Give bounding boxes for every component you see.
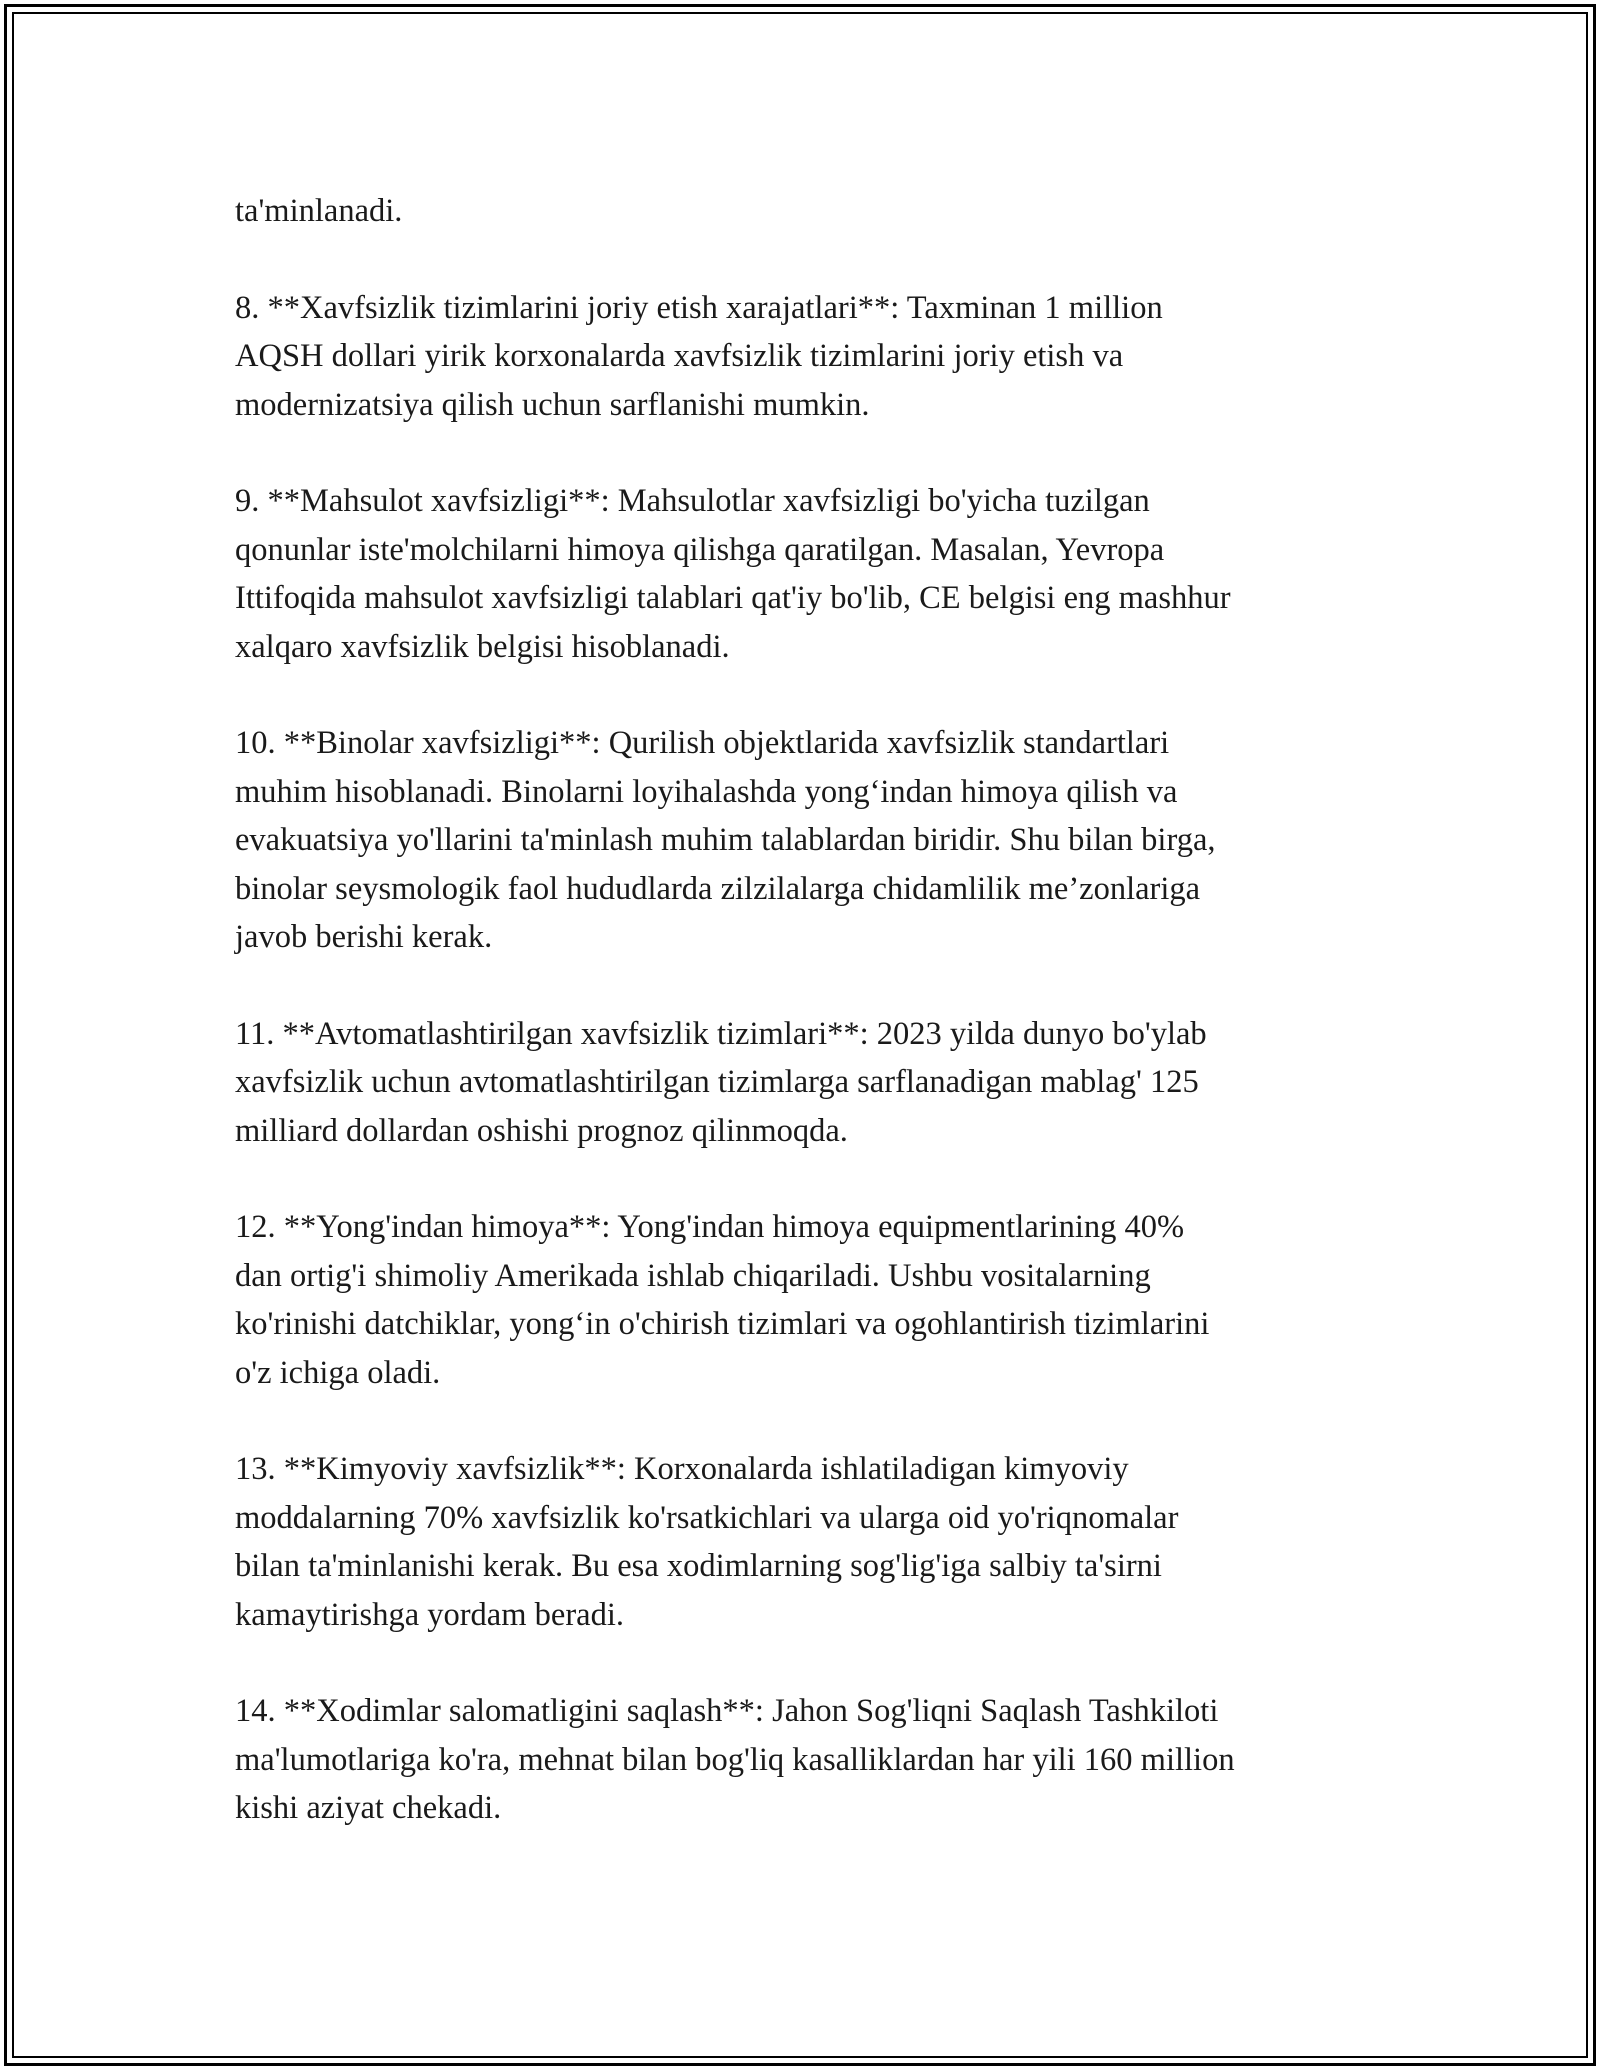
- paragraph-item-13: 13. **Kimyoviy xavfsizlik**: Korxonalarda ishlatiladigan kimyoviy moddalarning 70% xavfsizlik ko'rsatkichlari va ularga oid yo'riqnomalar bilan ta'minlanishi kerak. Bu esa xodimlarning sog'lig'iga salbiy ta'sirni kamaytirishga yordam beradi.: [235, 1451, 1179, 1633]
- paragraph-item-14: 14. **Xodimlar salomatligini saqlash**: Jahon Sog'liqni Saqlash Tashkiloti ma'lumotlariga ko'ra, mehnat bilan bog'liq kasalliklardan har yili 160 million kishi aziyat chekadi.: [235, 1693, 1235, 1827]
- paragraph-continuation: ta'minlanadi.: [235, 193, 403, 229]
- paragraph-item-11: 11. **Avtomatlashtirilgan xavfsizlik tizimlari**: 2023 yilda dunyo bo'ylab xavfsizlik uchun avtomatlashtirilgan tizimlarga sarflanadigan mablag' 125 milliard dollardan oshishi prognoz qilinmoqda.: [235, 1015, 1207, 1149]
- paragraph-item-10: 10. **Binolar xavfsizligi**: Qurilish objektlarida xavfsizlik standartlari muhim hisoblanadi. Binolarni loyihalashda yong‘indan himoya qilish va evakuatsiya yo'llarini ta'minlash muhim talablardan biridir. Shu bilan birga, binolar seysmologik faol hududlarda zilzilalarga chidamlilik me’zonlariga javob berishi kerak.: [235, 725, 1216, 956]
- paragraph-item-8: 8. **Xavfsizlik tizimlarini joriy etish xarajatlari**: Taxminan 1 million AQSH dollari yirik korxonalarda xavfsizlik tizimlarini joriy etish va modernizatsiya qilish uchun sarflanishi mumkin.: [235, 289, 1163, 423]
- document-body: [235, 187, 1385, 1881]
- paragraph-item-9: 9. **Mahsulot xavfsizligi**: Mahsulotlar xavfsizligi bo'yicha tuzilgan qonunlar iste'molchilarni himoya qilishga qaratilgan. Masalan, Yevropa Ittifoqida mahsulot xavfsizligi talablari qat'iy bo'lib, CE belgisi eng mashhur xalqaro xavfsizlik belgisi hisoblanadi.: [235, 483, 1231, 665]
- paragraph-item-12: 12. **Yong'indan himoya**: Yong'indan himoya equipmentlarining 40% dan ortig'i shimoliy Amerikada ishlab chiqariladi. Ushbu vositalarning ko'rinishi datchiklar, yong‘in o'chirish tizimlari va ogohlantirish tizimlarini o'z ichiga oladi.: [235, 1209, 1210, 1391]
